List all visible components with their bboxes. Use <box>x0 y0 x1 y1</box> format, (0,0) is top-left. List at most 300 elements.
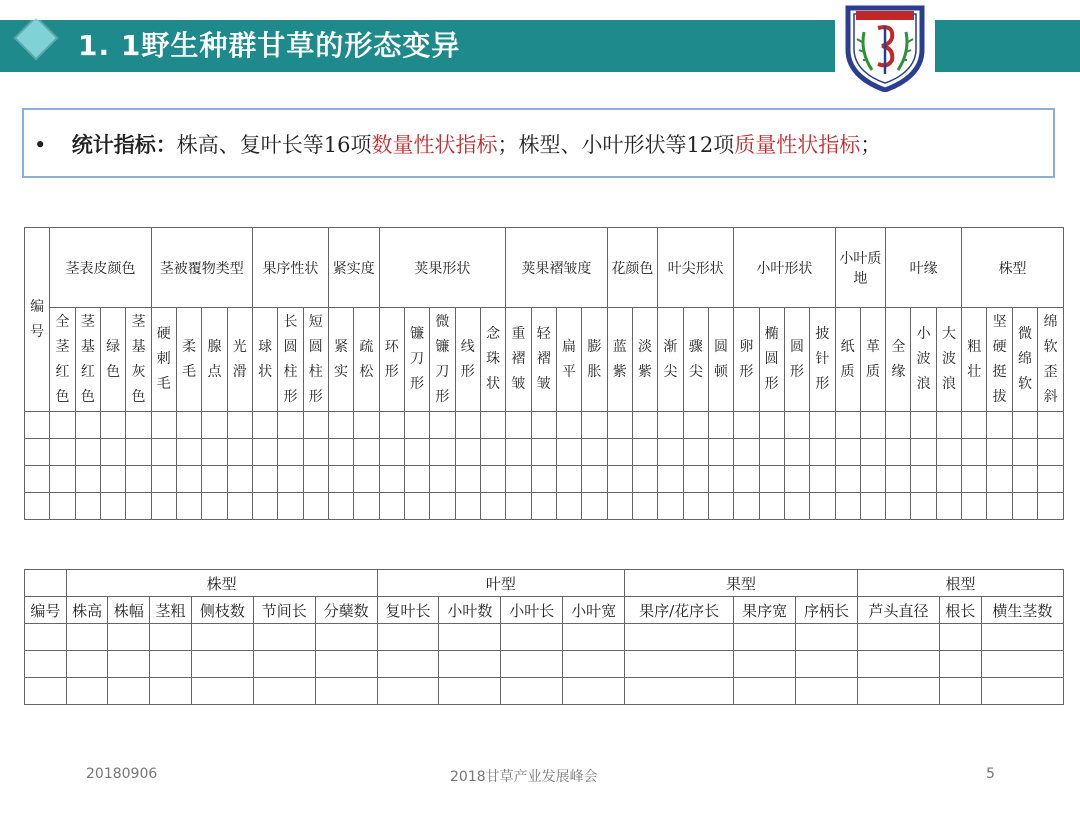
table-cell[interactable] <box>150 624 192 651</box>
table-cell[interactable] <box>404 439 429 466</box>
table-cell[interactable] <box>1038 439 1064 466</box>
table-cell[interactable] <box>708 493 733 520</box>
table-cell[interactable] <box>556 466 581 493</box>
indicator-lead: 统计指标： <box>71 132 177 157</box>
table-cell[interactable] <box>480 439 505 466</box>
table-cell[interactable] <box>379 412 404 439</box>
bullet: • <box>34 133 47 157</box>
table-cell[interactable] <box>506 439 531 466</box>
table-cell[interactable] <box>981 624 1063 651</box>
table-cell[interactable] <box>835 466 860 493</box>
column-header-16: 横生茎数 <box>981 597 1063 624</box>
table-cell[interactable] <box>25 678 67 705</box>
table-cell[interactable] <box>886 412 911 439</box>
table-cell[interactable] <box>987 439 1012 466</box>
table-row <box>25 412 1064 439</box>
column-header-18: 念 珠 状 <box>480 308 505 412</box>
table-cell[interactable] <box>708 412 733 439</box>
table-cell[interactable] <box>940 624 982 651</box>
table-row <box>25 624 1064 651</box>
table-cell[interactable] <box>556 493 581 520</box>
table-cell[interactable] <box>252 493 277 520</box>
table-cell[interactable] <box>66 678 108 705</box>
table-cell[interactable] <box>430 439 455 466</box>
table-cell[interactable] <box>202 466 227 493</box>
group-header-9: 小叶质地 <box>835 228 886 308</box>
table-cell[interactable] <box>100 466 125 493</box>
footer-page-number: 5 <box>986 766 995 782</box>
table-cell[interactable] <box>501 651 563 678</box>
column-header-16: 微 镰 刀 形 <box>430 308 455 412</box>
table-cell[interactable] <box>439 678 501 705</box>
table-cell[interactable] <box>303 439 328 466</box>
table-cell[interactable] <box>176 466 201 493</box>
column-header-2: 茎 基 红 色 <box>75 308 100 412</box>
table-cell[interactable] <box>810 493 835 520</box>
column-header-29: 椭 圆 形 <box>759 308 784 412</box>
table-cell[interactable] <box>227 439 252 466</box>
group-header-2: 果序性状 <box>252 228 328 308</box>
table-cell[interactable] <box>625 651 734 678</box>
table-cell[interactable] <box>658 439 683 466</box>
table-cell[interactable] <box>25 651 67 678</box>
group-header-11: 株型 <box>962 228 1064 308</box>
column-header-11: 短 圆 柱 形 <box>303 308 328 412</box>
group-header-8: 小叶形状 <box>734 228 835 308</box>
table-cell[interactable] <box>328 439 353 466</box>
table-cell[interactable] <box>734 651 796 678</box>
table-cell[interactable] <box>354 493 379 520</box>
table-cell[interactable] <box>582 466 607 493</box>
column-header-40: 绵 软 歪 斜 <box>1038 308 1064 412</box>
table-cell[interactable] <box>981 651 1063 678</box>
table-cell[interactable] <box>50 412 75 439</box>
table-cell[interactable] <box>962 466 987 493</box>
table-cell[interactable] <box>379 493 404 520</box>
qualitative-traits-table <box>24 227 1064 520</box>
table-cell[interactable] <box>796 624 858 651</box>
table-cell[interactable] <box>354 466 379 493</box>
slide-title: 1. 1野生种群甘草的形态变异 <box>78 29 461 62</box>
table-cell[interactable] <box>987 493 1012 520</box>
table-cell[interactable] <box>25 466 50 493</box>
column-header-12: 果序宽 <box>734 597 796 624</box>
column-header-4: 侧枝数 <box>191 597 253 624</box>
table-cell[interactable] <box>658 466 683 493</box>
table-cell[interactable] <box>607 412 632 439</box>
table-cell[interactable] <box>126 412 151 439</box>
column-header-26: 骤 尖 <box>683 308 708 412</box>
table-cell[interactable] <box>176 439 201 466</box>
table-cell[interactable] <box>835 439 860 466</box>
table-cell[interactable] <box>377 678 439 705</box>
table-cell[interactable] <box>796 678 858 705</box>
table-cell[interactable] <box>75 466 100 493</box>
table-cell[interactable] <box>278 439 303 466</box>
table-cell[interactable] <box>315 624 377 651</box>
table-cell[interactable] <box>860 466 885 493</box>
table-cell[interactable] <box>455 439 480 466</box>
table-cell[interactable] <box>1012 466 1037 493</box>
table-row <box>25 466 1064 493</box>
indicator-part2: ；株型、小叶形状等12项 <box>497 133 735 157</box>
table-cell[interactable] <box>404 412 429 439</box>
table-cell[interactable] <box>506 412 531 439</box>
table-cell[interactable] <box>202 412 227 439</box>
table-cell[interactable] <box>315 651 377 678</box>
table-cell[interactable] <box>886 493 911 520</box>
column-header-15: 镰 刀 形 <box>404 308 429 412</box>
table-cell[interactable] <box>227 493 252 520</box>
table-cell[interactable] <box>480 466 505 493</box>
table-cell[interactable] <box>430 466 455 493</box>
column-header-39: 微 绵 软 <box>1012 308 1037 412</box>
group-header-6: 花颜色 <box>607 228 658 308</box>
corner-cell <box>25 570 67 597</box>
table-cell[interactable] <box>582 493 607 520</box>
group-header-1: 茎被覆物类型 <box>151 228 252 308</box>
table-cell[interactable] <box>632 412 657 439</box>
table-cell[interactable] <box>455 412 480 439</box>
table-cell[interactable] <box>857 651 939 678</box>
table-cell[interactable] <box>252 412 277 439</box>
table-cell[interactable] <box>377 624 439 651</box>
table-cell[interactable] <box>328 493 353 520</box>
column-header-38: 坚 硬 挺 拔 <box>987 308 1012 412</box>
column-header-19: 重 褶 皱 <box>506 308 531 412</box>
table-cell[interactable] <box>911 439 936 466</box>
table-cell[interactable] <box>25 412 50 439</box>
column-header-27: 圆 顿 <box>708 308 733 412</box>
table-cell[interactable] <box>810 412 835 439</box>
table-cell[interactable] <box>556 439 581 466</box>
table-cell[interactable] <box>100 493 125 520</box>
table-cell[interactable] <box>202 493 227 520</box>
column-header-14: 环 形 <box>379 308 404 412</box>
column-header-6: 分蘖数 <box>315 597 377 624</box>
table-cell[interactable] <box>252 466 277 493</box>
group-header-3: 根型 <box>857 570 1063 597</box>
table-cell[interactable] <box>683 493 708 520</box>
table-cell[interactable] <box>25 624 67 651</box>
table-cell[interactable] <box>150 678 192 705</box>
group-header-1: 叶型 <box>377 570 625 597</box>
table-row <box>25 439 1064 466</box>
table-cell[interactable] <box>126 439 151 466</box>
column-header-9: 球 状 <box>252 308 277 412</box>
table-cell[interactable] <box>379 466 404 493</box>
table-cell[interactable] <box>734 439 759 466</box>
table-cell[interactable] <box>531 493 556 520</box>
column-header-4: 茎 基 灰 色 <box>126 308 151 412</box>
table-cell[interactable] <box>278 412 303 439</box>
column-header-10: 小叶宽 <box>563 597 625 624</box>
table-cell[interactable] <box>126 466 151 493</box>
table-cell[interactable] <box>936 412 961 439</box>
table-cell[interactable] <box>981 678 1063 705</box>
column-header-13: 疏 松 <box>354 308 379 412</box>
table-cell[interactable] <box>379 439 404 466</box>
table-cell[interactable] <box>151 439 176 466</box>
table-cell[interactable] <box>886 466 911 493</box>
column-header-7: 复叶长 <box>377 597 439 624</box>
table-cell[interactable] <box>936 439 961 466</box>
column-header-20: 轻 褶 皱 <box>531 308 556 412</box>
table-cell[interactable] <box>455 493 480 520</box>
table-cell[interactable] <box>857 678 939 705</box>
table-cell[interactable] <box>66 651 108 678</box>
group-header-0: 株型 <box>66 570 377 597</box>
table-cell[interactable] <box>108 678 150 705</box>
table-cell[interactable] <box>404 466 429 493</box>
table-cell[interactable] <box>227 466 252 493</box>
table-cell[interactable] <box>810 466 835 493</box>
table-cell[interactable] <box>860 439 885 466</box>
table-cell[interactable] <box>784 466 809 493</box>
group-header-0: 茎表皮颜色 <box>50 228 151 308</box>
table-cell[interactable] <box>202 439 227 466</box>
table-cell[interactable] <box>658 412 683 439</box>
group-header-2: 果型 <box>625 570 858 597</box>
indicator-text <box>34 129 881 159</box>
table-cell[interactable] <box>607 439 632 466</box>
table-cell[interactable] <box>940 651 982 678</box>
table-cell[interactable] <box>911 412 936 439</box>
table-cell[interactable] <box>860 412 885 439</box>
university-emblem-logo <box>842 2 928 92</box>
group-header-3: 紧实度 <box>328 228 379 308</box>
column-header-3: 茎粗 <box>150 597 192 624</box>
column-header-35: 小 波 浪 <box>911 308 936 412</box>
column-header-1: 全 茎 红 色 <box>50 308 75 412</box>
table-cell[interactable] <box>796 651 858 678</box>
table-cell[interactable] <box>759 466 784 493</box>
table-cell[interactable] <box>191 678 253 705</box>
column-header-25: 渐 尖 <box>658 308 683 412</box>
table-cell[interactable] <box>708 439 733 466</box>
column-header-6: 柔 毛 <box>176 308 201 412</box>
table-cell[interactable] <box>759 439 784 466</box>
table-cell[interactable] <box>683 439 708 466</box>
table-cell[interactable] <box>506 493 531 520</box>
table-cell[interactable] <box>563 651 625 678</box>
table-cell[interactable] <box>835 412 860 439</box>
table-cell[interactable] <box>278 493 303 520</box>
table-cell[interactable] <box>506 466 531 493</box>
column-header-17: 线 形 <box>455 308 480 412</box>
table-cell[interactable] <box>987 466 1012 493</box>
quantitative-traits-table <box>24 569 1064 705</box>
table-cell[interactable] <box>253 651 315 678</box>
table-cell[interactable] <box>734 624 796 651</box>
table-cell[interactable] <box>455 466 480 493</box>
table-cell[interactable] <box>683 412 708 439</box>
table-cell[interactable] <box>911 493 936 520</box>
table-cell[interactable] <box>100 412 125 439</box>
table-cell[interactable] <box>480 493 505 520</box>
table-cell[interactable] <box>501 624 563 651</box>
table-cell[interactable] <box>632 439 657 466</box>
column-header-37: 粗 壮 <box>962 308 987 412</box>
table-cell[interactable] <box>151 412 176 439</box>
table-cell[interactable] <box>1038 412 1064 439</box>
title-band-right <box>935 20 1080 72</box>
table-cell[interactable] <box>625 624 734 651</box>
table-cell[interactable] <box>784 493 809 520</box>
table-cell[interactable] <box>734 412 759 439</box>
table-cell[interactable] <box>151 466 176 493</box>
column-header-32: 纸 质 <box>835 308 860 412</box>
group-header-7: 叶尖形状 <box>658 228 734 308</box>
group-header-10: 叶缘 <box>886 228 962 308</box>
column-header-23: 蓝 紫 <box>607 308 632 412</box>
table-cell[interactable] <box>1012 439 1037 466</box>
table-cell[interactable] <box>501 678 563 705</box>
table-cell[interactable] <box>563 624 625 651</box>
table-cell[interactable] <box>100 439 125 466</box>
table-cell[interactable] <box>108 624 150 651</box>
column-header-7: 腺 点 <box>202 308 227 412</box>
table-cell[interactable] <box>625 678 734 705</box>
table-cell[interactable] <box>50 466 75 493</box>
table-cell[interactable] <box>150 651 192 678</box>
table-cell[interactable] <box>759 493 784 520</box>
table-cell[interactable] <box>191 624 253 651</box>
table-cell[interactable] <box>303 412 328 439</box>
table-cell[interactable] <box>253 678 315 705</box>
table-cell[interactable] <box>278 466 303 493</box>
table-cell[interactable] <box>176 412 201 439</box>
table-cell[interactable] <box>1038 466 1064 493</box>
table-cell[interactable] <box>784 412 809 439</box>
table-cell[interactable] <box>404 493 429 520</box>
table-cell[interactable] <box>734 466 759 493</box>
column-header-9: 小叶长 <box>501 597 563 624</box>
table-cell[interactable] <box>632 466 657 493</box>
table-cell[interactable] <box>962 493 987 520</box>
table-cell[interactable] <box>632 493 657 520</box>
table-cell[interactable] <box>1012 493 1037 520</box>
table-cell[interactable] <box>50 493 75 520</box>
table-cell[interactable] <box>607 493 632 520</box>
table-cell[interactable] <box>328 466 353 493</box>
table-cell[interactable] <box>480 412 505 439</box>
column-header-8: 小叶数 <box>439 597 501 624</box>
table-cell[interactable] <box>962 412 987 439</box>
table-cell[interactable] <box>987 412 1012 439</box>
table-cell[interactable] <box>108 651 150 678</box>
table-cell[interactable] <box>75 439 100 466</box>
table-cell[interactable] <box>857 624 939 651</box>
table-cell[interactable] <box>25 493 50 520</box>
table-cell[interactable] <box>582 412 607 439</box>
table-cell[interactable] <box>25 439 50 466</box>
table-cell[interactable] <box>531 439 556 466</box>
table-cell[interactable] <box>962 439 987 466</box>
group-header-5: 荚果褶皱度 <box>506 228 607 308</box>
table-cell[interactable] <box>328 412 353 439</box>
quantitative-indicators-highlight: 数量性状指标 <box>371 133 498 157</box>
table-cell[interactable] <box>886 439 911 466</box>
column-header-22: 膨 胀 <box>582 308 607 412</box>
qualitative-indicators-highlight: 质量性状指标 <box>734 133 861 157</box>
table-cell[interactable] <box>563 678 625 705</box>
table-row <box>25 493 1064 520</box>
table-cell[interactable] <box>66 624 108 651</box>
group-header-4: 荚果形状 <box>379 228 506 308</box>
table-cell[interactable] <box>126 493 151 520</box>
table-cell[interactable] <box>810 439 835 466</box>
column-header-28: 卵 形 <box>734 308 759 412</box>
table-cell[interactable] <box>531 466 556 493</box>
table-cell[interactable] <box>253 624 315 651</box>
table-cell[interactable] <box>151 493 176 520</box>
table-cell[interactable] <box>377 651 439 678</box>
column-header-34: 全 缘 <box>886 308 911 412</box>
column-header-0: 编号 <box>25 597 67 624</box>
table-cell[interactable] <box>75 412 100 439</box>
table-cell[interactable] <box>658 493 683 520</box>
table-cell[interactable] <box>860 493 885 520</box>
table-cell[interactable] <box>607 466 632 493</box>
column-header-2: 株幅 <box>108 597 150 624</box>
table-cell[interactable] <box>303 493 328 520</box>
table-cell[interactable] <box>936 466 961 493</box>
column-header-21: 扁 平 <box>556 308 581 412</box>
table-cell[interactable] <box>252 439 277 466</box>
table-cell[interactable] <box>911 466 936 493</box>
table-cell[interactable] <box>439 651 501 678</box>
column-header-12: 紧 实 <box>328 308 353 412</box>
table-cell[interactable] <box>940 678 982 705</box>
column-header-31: 披 针 形 <box>810 308 835 412</box>
table-cell[interactable] <box>835 493 860 520</box>
column-header-36: 大 波 浪 <box>936 308 961 412</box>
column-header-1: 株高 <box>66 597 108 624</box>
footer-date: 20180906 <box>86 766 158 782</box>
table-cell[interactable] <box>354 412 379 439</box>
column-header-33: 革 质 <box>860 308 885 412</box>
table-cell[interactable] <box>191 651 253 678</box>
table-cell[interactable] <box>430 493 455 520</box>
table-cell[interactable] <box>430 412 455 439</box>
table-cell[interactable] <box>354 439 379 466</box>
table-cell[interactable] <box>1038 493 1064 520</box>
table-cell[interactable] <box>582 439 607 466</box>
table-cell[interactable] <box>50 439 75 466</box>
table-cell[interactable] <box>227 412 252 439</box>
table-cell[interactable] <box>556 412 581 439</box>
table-cell[interactable] <box>303 466 328 493</box>
table-cell[interactable] <box>734 493 759 520</box>
table-cell[interactable] <box>75 493 100 520</box>
table-cell[interactable] <box>531 412 556 439</box>
table-cell[interactable] <box>683 466 708 493</box>
table-cell[interactable] <box>936 493 961 520</box>
column-header-10: 长 圆 柱 形 <box>278 308 303 412</box>
table-cell[interactable] <box>708 466 733 493</box>
table-cell[interactable] <box>176 493 201 520</box>
table-cell[interactable] <box>734 678 796 705</box>
header-id: 编 号 <box>25 228 50 412</box>
table-cell[interactable] <box>315 678 377 705</box>
column-header-13: 序柄长 <box>796 597 858 624</box>
table-cell[interactable] <box>759 412 784 439</box>
table-cell[interactable] <box>784 439 809 466</box>
column-header-15: 根长 <box>940 597 982 624</box>
table-cell[interactable] <box>1012 412 1037 439</box>
table-cell[interactable] <box>439 624 501 651</box>
